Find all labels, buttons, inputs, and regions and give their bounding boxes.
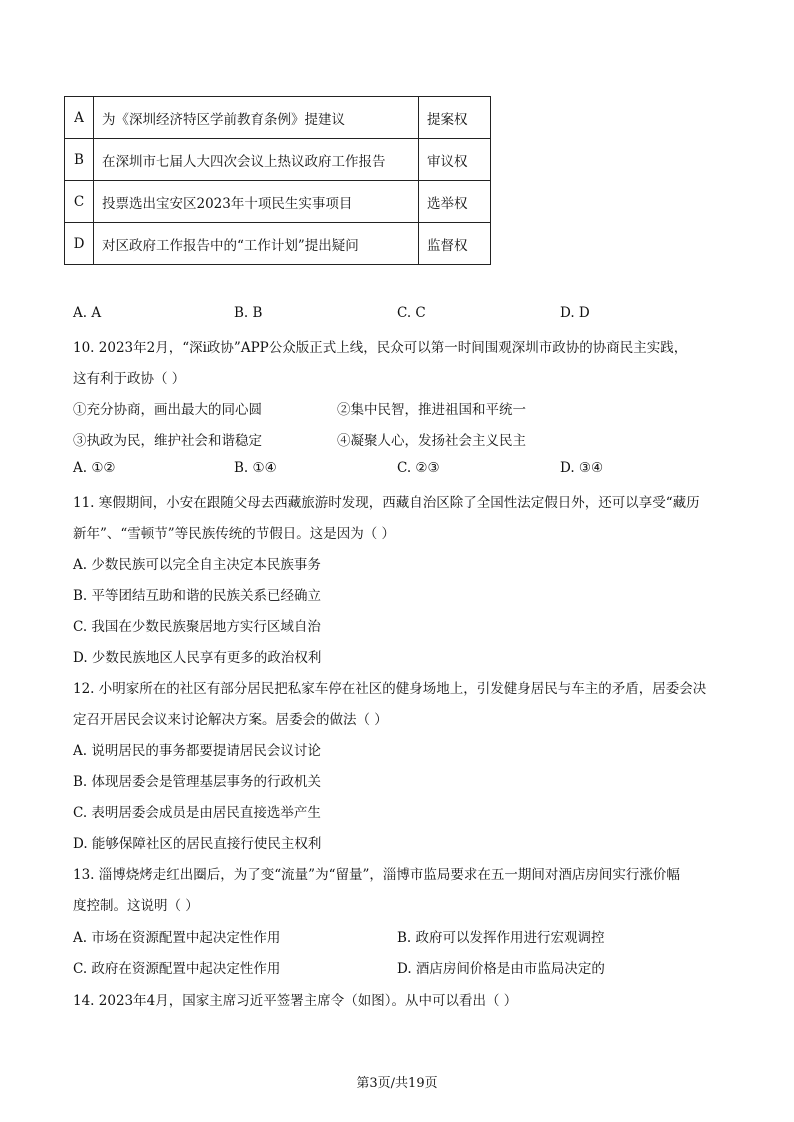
q11-stem-line2: 新年”、“雪顿节”等民族传统的节假日。这是因为（ ） [73, 526, 395, 542]
q13-option-c: C. 政府在资源配置中起决定性作用 [73, 961, 281, 977]
table-letter: B [65, 139, 94, 181]
q13-option-b: B. 政府可以发挥作用进行宏观调控 [397, 930, 605, 946]
q11-option-c: C. 我国在少数民族聚居地方实行区域自治 [73, 619, 321, 635]
table-letter: A [65, 97, 94, 139]
table-row [65, 139, 491, 181]
table-content: 为《深圳经济特区学前教育条例》提建议 [94, 97, 419, 139]
table-row [65, 97, 491, 139]
q13-stem-line1: 13. 淄博烧烤走红出圈后，为了变“流量”为“留量”，淄博市监局要求在五一期间对酒店房间实行涨价幅 [73, 867, 680, 883]
table-right: 审议权 [419, 139, 491, 181]
q12-option-a: A. 说明居民的事务都要提请居民会议讨论 [73, 743, 321, 759]
q10-option-a: A. ①② [73, 460, 116, 476]
q11-stem-line1: 11. 寒假期间，小安在跟随父母去西藏旅游时发现，西藏自治区除了全国性法定假日外，还可以享受“藏历 [73, 495, 700, 511]
q13-option-a: A. 市场在资源配置中起决定性作用 [73, 930, 281, 946]
table-content: 投票选出宝安区2023年十项民生实事项目 [94, 181, 419, 223]
q13-stem-line2: 度控制。这说明（ ） [73, 898, 199, 914]
q11-option-a: A. 少数民族可以完全自主决定本民族事务 [73, 557, 321, 573]
q12-option-b: B. 体现居委会是管理基层事务的行政机关 [73, 774, 322, 790]
q9-option-a: A. A [73, 305, 102, 321]
table-letter: C [65, 181, 94, 223]
q10-item-3: ③执政为民，维护社会和谐稳定 [73, 433, 262, 449]
q13-option-d: D. 酒店房间价格是由市监局决定的 [397, 961, 605, 977]
table-right: 监督权 [419, 223, 491, 265]
q9-option-d: D. D [560, 305, 590, 321]
table-row [65, 181, 491, 223]
q11-option-d: D. 少数民族地区人民享有更多的政治权利 [73, 650, 322, 666]
q12-stem-line1: 12. 小明家所在的社区有部分居民把私家车停在社区的健身场地上，引发健身居民与车主的矛盾，居委会决 [73, 681, 707, 697]
q10-option-d: D. ③④ [560, 460, 604, 476]
q11-option-b: B. 平等团结互助和谐的民族关系已经确立 [73, 588, 322, 604]
answer-table [64, 96, 491, 265]
table-right: 提案权 [419, 97, 491, 139]
q10-stem-line2: 这有利于政协（ ） [73, 371, 186, 387]
q12-option-c: C. 表明居委会成员是由居民直接选举产生 [73, 805, 321, 821]
table-letter: D [65, 223, 94, 265]
q9-option-c: C. C [397, 305, 426, 321]
table-content: 在深圳市七届人大四次会议上热议政府工作报告 [94, 139, 419, 181]
q12-option-d: D. 能够保障社区的居民直接行使民主权利 [73, 836, 322, 852]
q9-option-b: B. B [234, 305, 263, 321]
table-row [65, 223, 491, 265]
table-content: 对区政府工作报告中的“工作计划”提出疑问 [94, 223, 419, 265]
q10-item-4: ④凝聚人心，发扬社会主义民主 [337, 433, 526, 449]
q12-stem-line2: 定召开居民会议来讨论解决方案。居委会的做法（ ） [73, 712, 388, 728]
q10-item-1: ①充分协商，画出最大的同心圆 [73, 402, 262, 418]
page-footer: 第3页/共19页 [356, 1076, 438, 1091]
q10-option-c: C. ②③ [397, 460, 440, 476]
q10-item-2: ②集中民智，推进祖国和平统一 [337, 402, 526, 418]
q14-stem-line1: 14. 2023年4月，国家主席习近平签署主席令（如图）。从中可以看出（ ） [73, 993, 518, 1009]
q10-stem-line1: 10. 2023年2月，“深i政协”APP公众版正式上线，民众可以第一时间围观深圳市政协的协商民主实践， [73, 340, 688, 356]
table-right: 选举权 [419, 181, 491, 223]
q10-option-b: B. ①④ [234, 460, 277, 476]
